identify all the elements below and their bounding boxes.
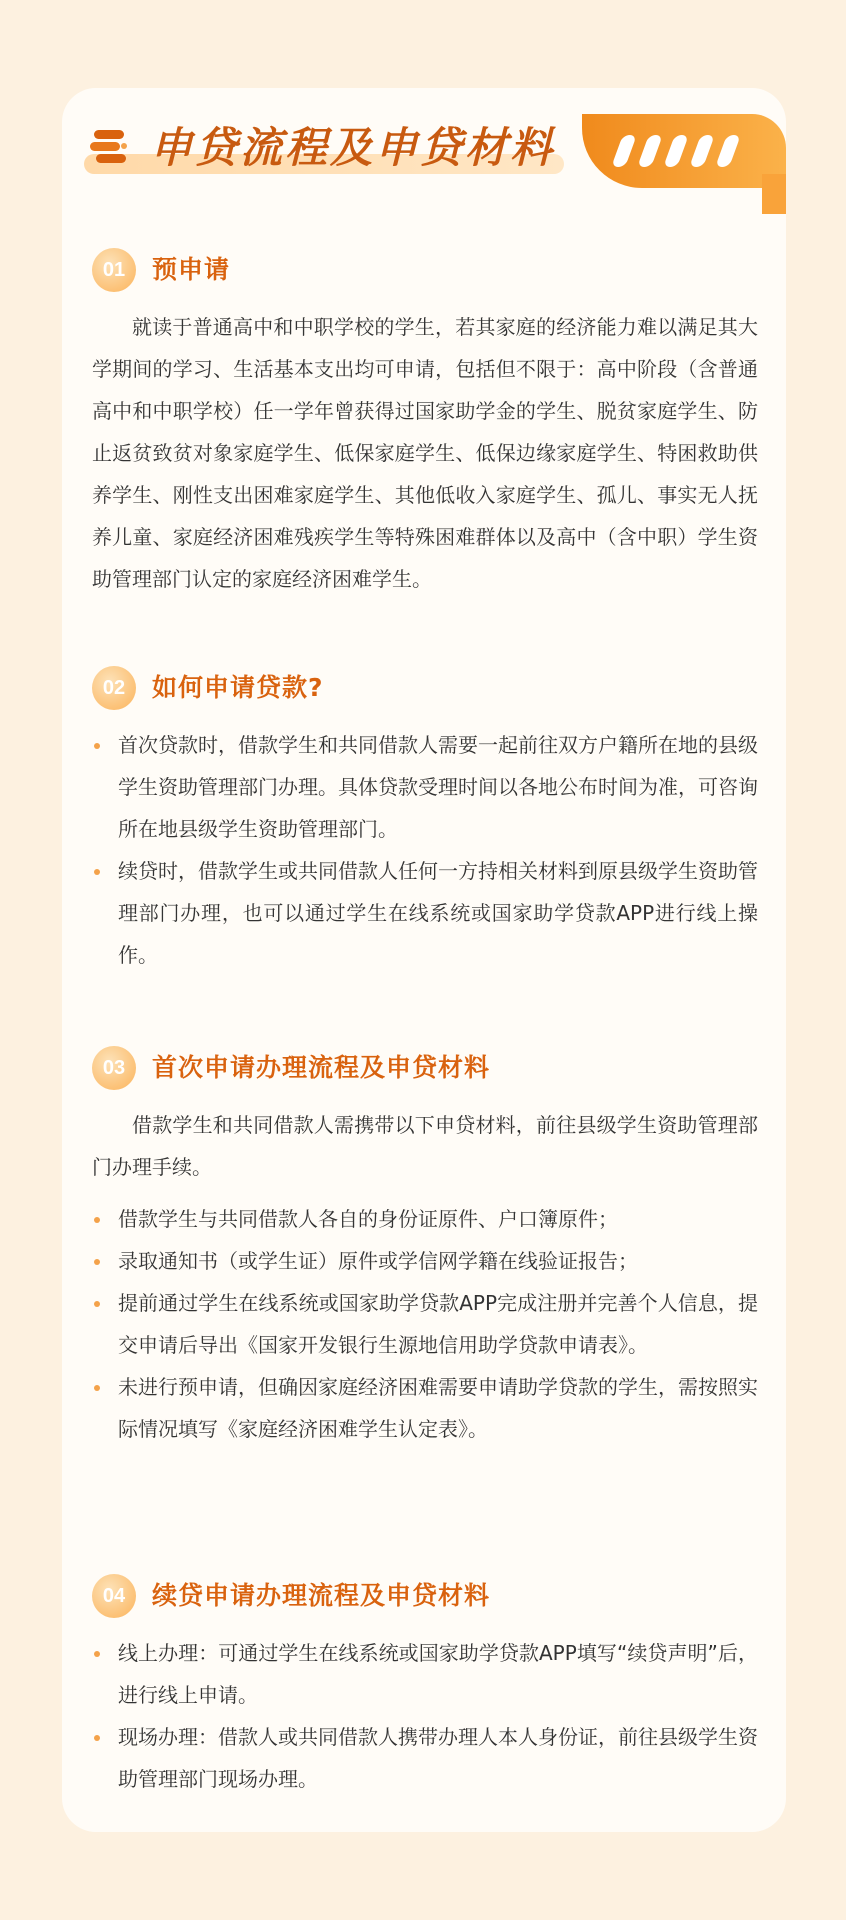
section-title: 如何申请贷款? <box>152 673 324 702</box>
bullet-dot-icon <box>94 1301 100 1307</box>
section-title: 预申请 <box>152 255 231 284</box>
bullet-dot-icon <box>94 1259 100 1265</box>
section-header <box>62 1574 786 1618</box>
list-item: 提前通过学生在线系统或国家助学贷款APP完成注册并完善个人信息，提交申请后导出《国家开发银行生源地信用助学贷款申请表》。 <box>92 1282 758 1366</box>
section-number-badge: 04 <box>92 1574 136 1618</box>
section-number-badge: 01 <box>92 248 136 292</box>
list-item: 未进行预申请，但确因家庭经济困难需要申请助学贷款的学生，需按照实际情况填写《家庭经济困难学生认定表》。 <box>92 1366 758 1450</box>
section-title: 首次申请办理流程及申贷材料 <box>152 1053 491 1082</box>
list-item: 首次贷款时，借款学生和共同借款人需要一起前往双方户籍所在地的县级学生资助管理部门办理。具体贷款受理时间以各地公布时间为准，可咨询所在地县级学生资助管理部门。 <box>92 724 758 850</box>
bullet-list <box>92 1632 758 1800</box>
section-renewal-application <box>62 1574 786 1800</box>
bullet-list <box>92 724 758 976</box>
header-tab-decoration <box>582 114 786 188</box>
section-first-application <box>62 1046 786 1450</box>
header-banner <box>62 114 786 194</box>
section-paragraph: 就读于普通高中和中职学校的学生，若其家庭的经济能力难以满足其大学期间的学习、生活基本支出均可申请，包括但不限于：高中阶段（含普通高中和中职学校）任一学年曾获得过国家助学金的学生、脱贫家庭学生、防止返贫致贫对象家庭学生、低保家庭学生、低保边缘家庭学生、特困救助供养学生、刚性支出困难家庭学生、其他低收入家庭学生、孤儿、事实无人抚养儿童、家庭经济困难残疾学生等特殊困难群体以及高中（含中职）学生资助管理部门认定的家庭经济困难学生。 <box>92 315 758 591</box>
section-header <box>62 248 786 292</box>
section-title: 续贷申请办理流程及申贷材料 <box>152 1581 491 1610</box>
content-card <box>62 88 786 1832</box>
bullet-dot-icon <box>94 869 100 875</box>
list-item: 录取通知书（或学生证）原件或学信网学籍在线验证报告； <box>92 1240 758 1282</box>
stripe-decoration <box>617 135 757 167</box>
section-pre-application <box>62 248 786 600</box>
section-number-badge: 03 <box>92 1046 136 1090</box>
bullet-dot-icon <box>94 1217 100 1223</box>
bullet-dot-icon <box>94 743 100 749</box>
bullet-list <box>92 1198 758 1450</box>
bullet-dot-icon <box>94 1651 100 1657</box>
bullet-dot-icon <box>94 1385 100 1391</box>
section-number-badge: 02 <box>92 666 136 710</box>
list-item: 借款学生与共同借款人各自的身份证原件、户口簿原件； <box>92 1198 758 1240</box>
page-title: 申贷流程及申贷材料 <box>150 123 556 172</box>
header-tab-fold <box>762 174 786 214</box>
section-how-to-apply <box>62 666 786 976</box>
stacked-coins-icon <box>88 124 132 168</box>
section-header <box>62 666 786 710</box>
section-header <box>62 1046 786 1090</box>
bullet-dot-icon <box>94 1735 100 1741</box>
list-item: 现场办理：借款人或共同借款人携带办理人本人身份证，前往县级学生资助管理部门现场办理。 <box>92 1716 758 1800</box>
list-item: 续贷时，借款学生或共同借款人任何一方持相关材料到原县级学生资助管理部门办理，也可以通过学生在线系统或国家助学贷款APP进行线上操作。 <box>92 850 758 976</box>
list-item: 线上办理：可通过学生在线系统或国家助学贷款APP填写“续贷声明”后，进行线上申请。 <box>92 1632 758 1716</box>
section-paragraph: 借款学生和共同借款人需携带以下申贷材料，前往县级学生资助管理部门办理手续。 <box>92 1113 758 1179</box>
